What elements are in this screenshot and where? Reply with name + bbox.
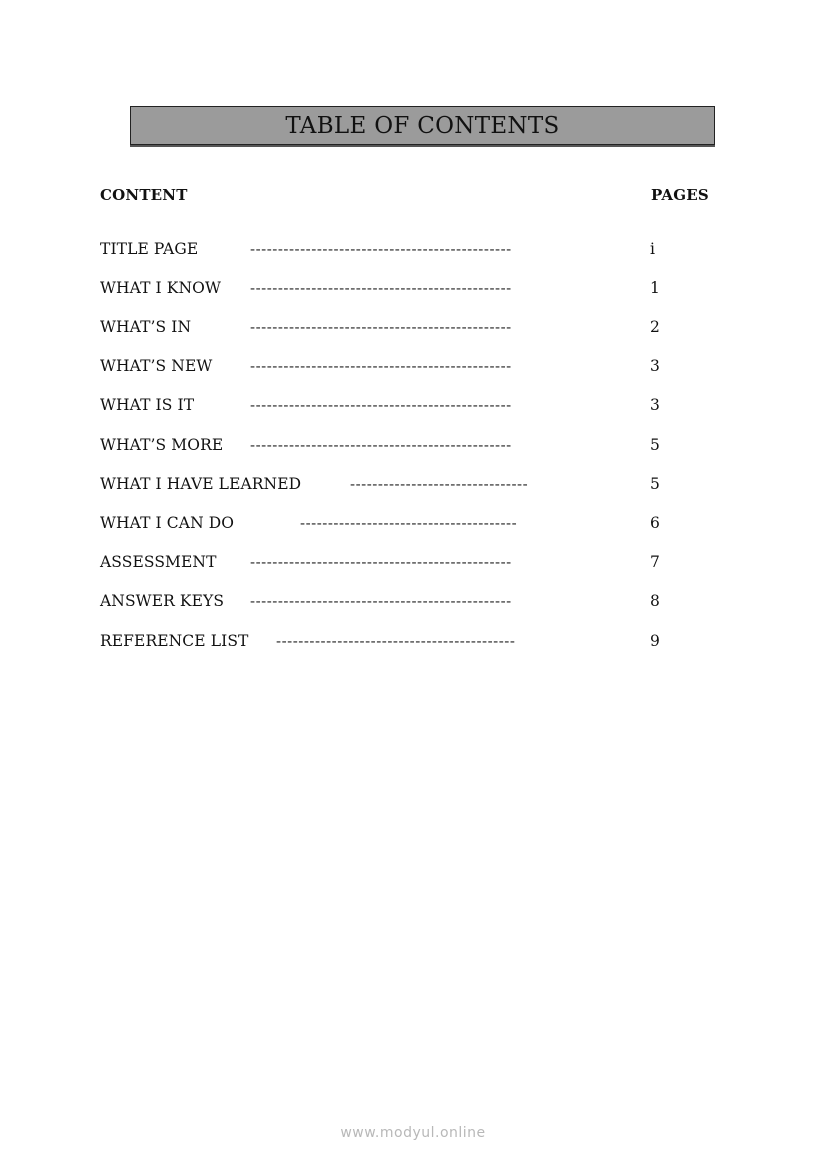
toc-entry-page: 5: [650, 475, 660, 493]
toc-entry: [0, 318, 826, 340]
toc-entry-page: 3: [650, 396, 660, 414]
dot-leader: -------------------------------------------: [276, 632, 516, 650]
dot-leader: -----------------------------------------------: [250, 553, 512, 571]
toc-entry-label: TITLE PAGE: [100, 240, 199, 258]
dot-leader: ---------------------------------------: [300, 514, 518, 532]
toc-entry: [0, 240, 826, 262]
toc-entry-page: 1: [650, 279, 660, 297]
dot-leader: -----------------------------------------------: [250, 279, 512, 297]
toc-entry: [0, 514, 826, 536]
title-banner: [130, 106, 715, 145]
toc-entry: [0, 632, 826, 654]
toc-entry-label: WHAT’S IN: [100, 318, 192, 336]
toc-entry-label: WHAT’S MORE: [100, 436, 224, 454]
toc-entry-page: 5: [650, 436, 660, 454]
toc-entry-page: 7: [650, 553, 660, 571]
toc-entry: [0, 436, 826, 458]
toc-entry: [0, 553, 826, 575]
content-column-header: CONTENT: [100, 186, 188, 204]
watermark-url: www.modyul.online: [340, 1125, 486, 1141]
toc-entry-page: 2: [650, 318, 660, 336]
toc-entry-label: WHAT’S NEW: [100, 357, 213, 375]
dot-leader: -----------------------------------------------: [250, 240, 512, 258]
toc-entry: [0, 396, 826, 418]
toc-entry: [0, 279, 826, 301]
toc-entry-label: WHAT I HAVE LEARNED: [100, 475, 302, 493]
dot-leader: -----------------------------------------------: [250, 357, 512, 375]
toc-entry-page: 3: [650, 357, 660, 375]
toc-entry-page: 6: [650, 514, 660, 532]
dot-leader: -----------------------------------------------: [250, 592, 512, 610]
dot-leader: --------------------------------: [350, 475, 529, 493]
toc-entry: [0, 357, 826, 379]
toc-entry-label: WHAT I KNOW: [100, 279, 221, 297]
dot-leader: -----------------------------------------------: [250, 396, 512, 414]
toc-entry-label: WHAT I CAN DO: [100, 514, 235, 532]
toc-entry-page: 8: [650, 592, 660, 610]
toc-entry-page: i: [650, 240, 655, 258]
toc-entry-label: ANSWER KEYS: [100, 592, 225, 610]
dot-leader: -----------------------------------------------: [250, 318, 512, 336]
toc-entry: [0, 475, 826, 497]
toc-entry-label: ASSESSMENT: [100, 553, 217, 571]
toc-entry-label: WHAT IS IT: [100, 396, 195, 414]
pages-column-header: PAGES: [651, 186, 709, 204]
toc-entry-label: REFERENCE LIST: [100, 632, 249, 650]
toc-entry-page: 9: [650, 632, 660, 650]
page-title: TABLE OF CONTENTS: [285, 112, 560, 139]
dot-leader: -----------------------------------------------: [250, 436, 512, 454]
toc-entry: [0, 592, 826, 614]
